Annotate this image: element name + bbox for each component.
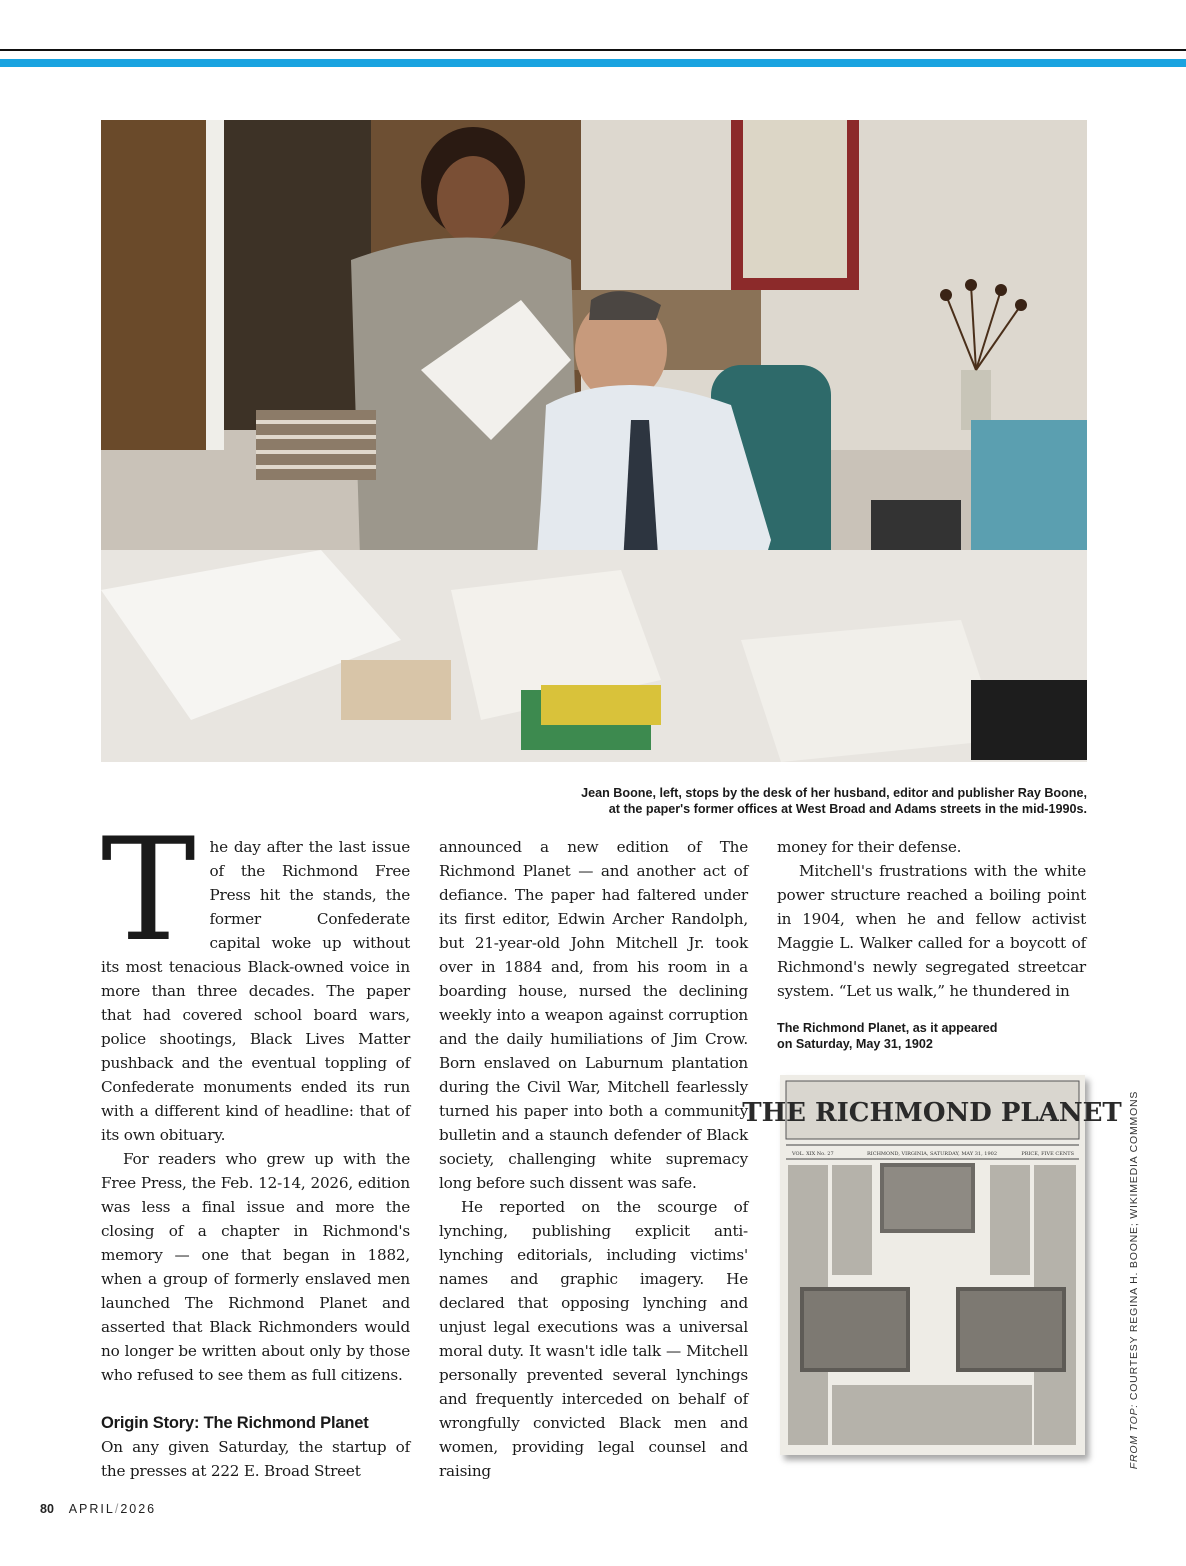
- page-number: 80: [40, 1502, 54, 1516]
- issue-year: 2026: [120, 1502, 157, 1516]
- credit-sources: COURTESY REGINA H. BOONE; WIKIMEDIA COMMONS: [1128, 1090, 1140, 1404]
- paragraph-4: He reported on the scourge of lynching, publishing explicit anti-lynching editorials, including victims' names and graphic imagery. He declared that opposing lynching and unjust legal executions was a universal moral duty. It wasn't idle talk — Mitchell personally prevented several lynchings and frequently interceded on behalf of wrongfully convicted Black men and women, providing legal counsel and raising: [439, 1198, 748, 1480]
- photo-caption: [420, 785, 1087, 817]
- boone-office-photo: [101, 120, 1087, 762]
- column-3: [777, 835, 1086, 1003]
- paragraph-3-continued: announced a new edition of The Richmond Planet — and another act of defiance. The paper had faltered under its first editor, Edwin Archer Randolph, but 21-year-old John Mitchell Jr. took over in 1884 and, from his room in a boarding house, nursed the declining weekly into a weapon against corruption and the daily humiliations of Jim Crow. Born enslaved on Laburnum plantation during the Civil War, Mitchell fearlessly turned his paper into both a community bulletin and a staunch defender of Black society, challenging white supremacy long before such dissent was safe.: [439, 838, 748, 1192]
- folio: [40, 1502, 156, 1516]
- accent-rule: [0, 59, 1186, 67]
- paragraph-1: [101, 808, 410, 1147]
- dateline-text: RICHMOND, VIRGINIA, SATURDAY, MAY 31, 1902: [867, 1151, 997, 1157]
- column-2: [439, 835, 748, 1483]
- newspaper-caption-line2: on Saturday, May 31, 1902: [777, 1037, 933, 1051]
- price-text: PRICE, FIVE CENTS: [1021, 1151, 1074, 1157]
- richmond-planet-front-page-image: [742, 1075, 1122, 1455]
- issue-month: APRIL: [68, 1502, 115, 1516]
- newspaper-caption: [777, 1020, 1077, 1052]
- masthead-text: THE RICHMOND PLANET: [742, 1098, 1122, 1128]
- paragraph-3-start: On any given Saturday, the startup of the presses at 222 E. Broad Street: [101, 1438, 410, 1480]
- paragraph-2: For readers who grew up with the Free Press, the Feb. 12-14, 2026, edition was less a final issue and more the closing of a chapter in Richmond's memory — one that began in 1882, when a group of formerly enslaved men launched The Richmond Planet and asserted that Black Richmonders would no longer be written about only by those who refused to see them as full citizens.: [101, 1150, 410, 1384]
- section-subhead: Origin Story: The Richmond Planet: [101, 1414, 369, 1432]
- credit-prefix: FROM TOP:: [1128, 1403, 1140, 1470]
- paragraph-4-continued: money for their defense.: [777, 838, 962, 856]
- newspaper-caption-line1: The Richmond Planet, as it appeared: [777, 1021, 998, 1035]
- column-1: [101, 808, 410, 1483]
- dropcap: T: [101, 808, 196, 973]
- photo-caption-line1: Jean Boone, left, stops by the desk of her husband, editor and publisher Ray Boone,: [581, 786, 1087, 800]
- photo-caption-line2: at the paper's former offices at West Broad and Adams streets in the mid-1990s.: [608, 802, 1087, 816]
- folio-slash: /: [114, 1502, 121, 1516]
- photo-credit-text: [1128, 1091, 1140, 1469]
- volume-text: VOL. XIX No. 27: [792, 1151, 834, 1157]
- paragraph-1-text: he day after the last issue of the Richmond Free Press hit the stands, the former Confederate capital woke up without its most tenacious Black-owned voice in more than three decades. The paper that had covered school board wars, police shootings, Black Lives Matter pushback and the eventual toppling of Confederate monuments ended its run with a different kind of headline: that of its own obituary.: [101, 838, 410, 1144]
- paragraph-5: Mitchell's frustrations with the white power structure reached a boiling point in 1904, when he and fellow activist Maggie L. Walker called for a boycott of Richmond's newly segregated streetcar system. “Let us walk,” he thundered in: [777, 862, 1086, 1000]
- top-rule: [0, 49, 1186, 51]
